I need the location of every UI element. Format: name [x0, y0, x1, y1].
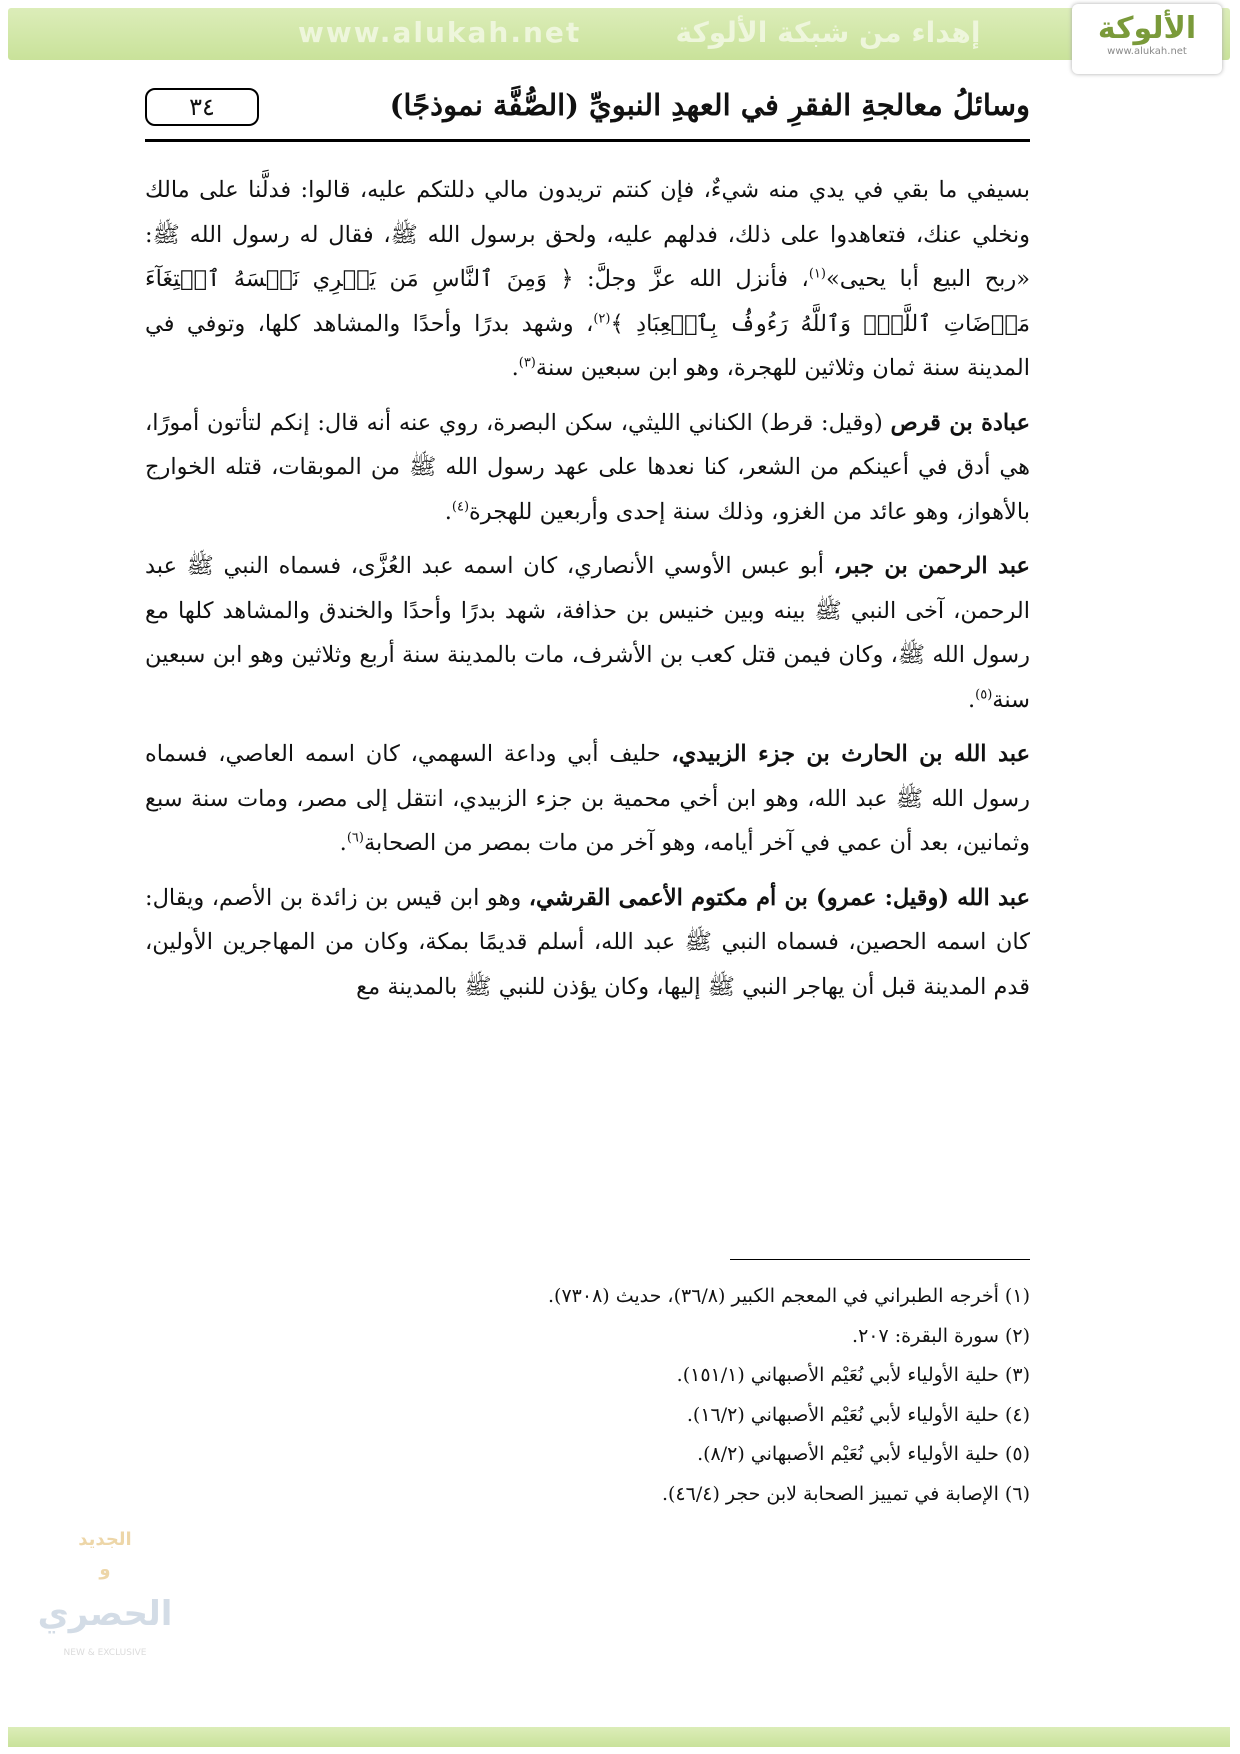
- running-title: وسائلُ معالجةِ الفقرِ في العهدِ النبويِّ (الصُّفَّة نموذجًا): [389, 88, 1030, 122]
- logo-small-url: www.alukah.net: [1107, 46, 1187, 57]
- footnote-ref[interactable]: (٥): [975, 687, 993, 702]
- footnote: (٦) الإصابة في تمييز الصحابة لابن حجر (٤٦/٤).: [661, 1482, 1030, 1505]
- bottom-banner: [8, 1727, 1230, 1747]
- header-rule: [145, 139, 1030, 142]
- footnote: (٣) حلية الأولياء لأبي نُعَيْم الأصبهاني (١٥١/١).: [676, 1364, 1030, 1386]
- site-url[interactable]: www.alukah.net: [298, 16, 582, 49]
- footnote: (٢) سورة البقرة: ٢٠٧.: [852, 1324, 1030, 1347]
- companion-name: عبد الله (وقيل: عمرو) بن أم مكتوم الأعمى القرشي،: [528, 884, 1030, 911]
- footnotes: [145, 1277, 1030, 1514]
- footnote: (٤) حلية الأولياء لأبي نُعَيْم الأصبهاني (١٦/٢).: [686, 1403, 1030, 1426]
- footnote-ref[interactable]: (٤): [451, 499, 470, 514]
- companion-name: عبد الله بن الحارث بن جزء الزبيدي،: [671, 741, 1030, 767]
- paragraph: عبد الله بن الحارث بن جزء الزبيدي، حليف أبي وداعة السهمي، كان اسمه العاصي، فسماه رسول الله ﷺ عبد الله، وهو ابن أخي محمية بن جزء الزبيدي، انتقل إلى مصر، ومات سنة سبع وثمانين، بعد أن عمي في آخر أيامه، وهو آخر من مات بمصر من الصحابة$^{(٦)}$.: [145, 741, 1030, 856]
- footnote-ref[interactable]: (٣): [518, 355, 536, 371]
- footnote-rule: [730, 1259, 1030, 1260]
- watermark-en: NEW & EXCLUSIVE: [63, 1648, 147, 1658]
- logo-text: الألوكة: [1097, 11, 1197, 46]
- quran-verse: ، فأنزل الله عزَّ وجلَّ: ﴿ وَمِنَ ٱلنَّاسِ مَن يَشۡرِي نَفۡسَهُ ٱبۡتِغَآءَ مَرۡضَاتِ ٱللَّهِۚ وَٱللَّهُ رَءُوفُۢ بِٱلۡعِبَادِ ﴾: [145, 266, 1030, 337]
- watermark-top: الجديد: [78, 1529, 132, 1550]
- top-banner: [8, 8, 1230, 60]
- watermark-mid: و: [99, 1559, 111, 1580]
- footnote-ref[interactable]: (١): [808, 266, 826, 282]
- watermark-logo: [35, 1515, 175, 1665]
- companion-name: عبد الرحمن بن جبر،: [833, 553, 1030, 579]
- paragraph: بسيفي ما بقي في يدي منه شيءٌ، فإن كنتم تريدون مالي دللتكم عليه، قالوا: فدلَّنا على مالك ونخلي عنك، فتعاهدوا على ذلك، فدلهم عليه، ولحق برسول الله ﷺ، فقال له رسول الله ﷺ: «ربح البيع أبا يحيى»$^{(١)}$، فأنزل الله عزَّ وجلَّ: ﴿ وَمِنَ ٱلنَّاسِ مَن يَشۡرِي نَفۡسَهُ ٱبۡتِغَآءَ مَرۡضَاتِ ٱللَّهِۚ وَٱللَّهُ رَءُوفُۢ بِٱلۡعِبَادِ ﴾$^{(٢)}$، وشهد بدرًا وأحدًا والمشاهد كلها، وتوفي في المدينة سنة ثمان وثلاثين للهجرة، وهو ابن سبعين سنة$^{(٣)}$.: [145, 177, 1031, 381]
- paragraph: عبد الرحمن بن جبر، أبو عبس الأوسي الأنصاري، كان اسمه عبد العُزَّى، فسماه النبي ﷺ عبد الرحمن، آخى النبي ﷺ بينه وبين خنيس بن حذافة، شهد بدرًا وأحدًا والخندق والمشاهد كلها مع رسول الله ﷺ، وكان فيمن قتل كعب بن الأشرف، مات بالمدينة سنة أربع وثلاثين وهو ابن سبعين سنة$^{(٥)}$.: [145, 553, 1030, 713]
- footnote-ref[interactable]: (٢): [593, 311, 611, 326]
- companion-name: عبادة بن قرص: [890, 409, 1030, 436]
- watermark-main: الحصري: [37, 1594, 173, 1634]
- page-number: ٣٤: [145, 88, 259, 126]
- footnote: (١) أخرجه الطبراني في المعجم الكبير (٣٦/٨)، حديث (٧٣٠٨).: [548, 1285, 1030, 1307]
- page-header: [145, 88, 1030, 138]
- paragraph: عبادة بن قرص (وقيل: قرط) الكناني الليثي، سكن البصرة، روي عنه أنه قال: إنكم لتأتون أمورًا، هي أدق في أعينكم من الشعر، كنا نعدها على عهد رسول الله ﷺ من الموبقات، قتله الخوارج بالأهواز، وهو عائد من الغزو، وذلك سنة إحدى وأربعين للهجرة$^{(٤)}$.: [145, 409, 1030, 525]
- gift-text: إهداء من شبكة الألوكة: [675, 16, 981, 49]
- footnote-ref[interactable]: (٦): [346, 830, 364, 846]
- alukah-logo[interactable]: [1072, 4, 1222, 74]
- paragraph: عبد الله (وقيل: عمرو) بن أم مكتوم الأعمى القرشي، وهو ابن قيس بن زائدة بن الأصم، ويقال: كان اسمه الحصين، فسماه النبي ﷺ عبد الله، أسلم قديمًا بمكة، وكان من المهاجرين الأولين، قدم المدينة قبل أن يهاجر النبي ﷺ إليها، وكان يؤذن للنبي ﷺ بالمدينة مع: [145, 884, 1030, 1000]
- body-text: [145, 168, 1030, 1009]
- footnote: (٥) حلية الأولياء لأبي نُعَيْم الأصبهاني (٨/٢).: [697, 1443, 1030, 1465]
